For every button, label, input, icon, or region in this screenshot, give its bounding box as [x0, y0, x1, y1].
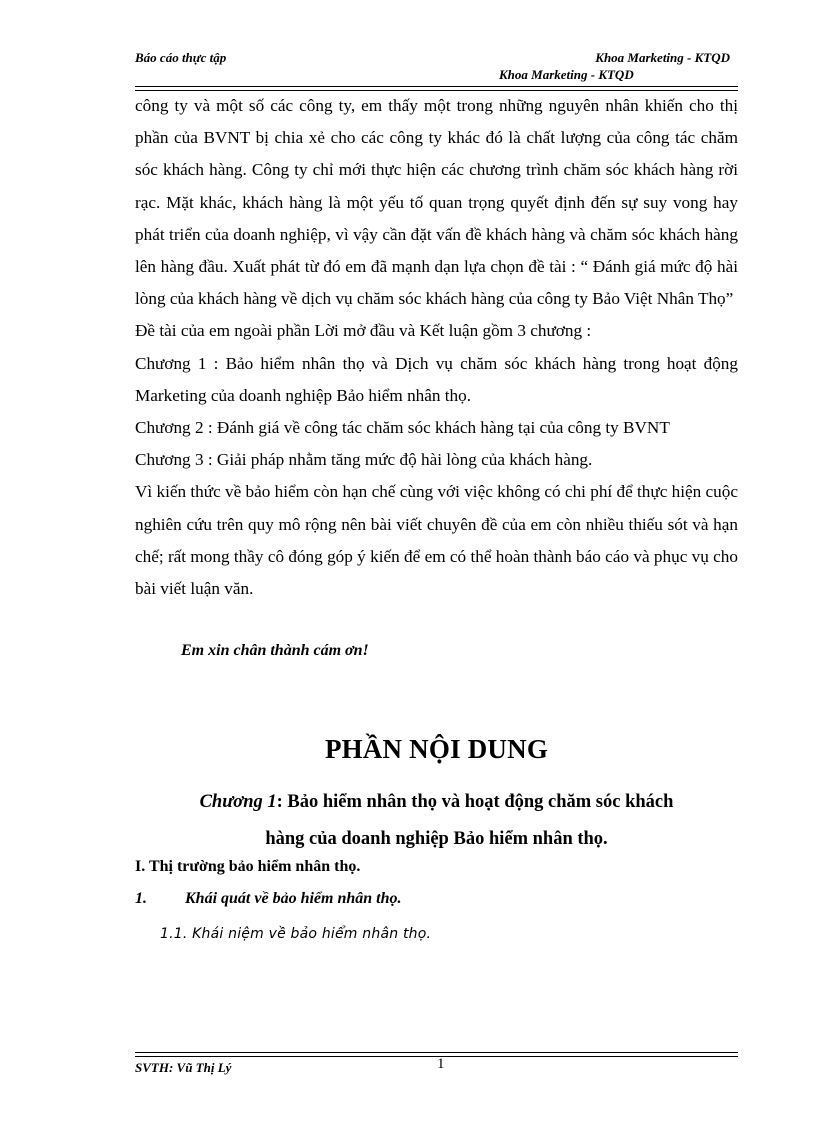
heading-2-text: Khái quát về bảo hiểm nhân thọ.: [185, 890, 402, 907]
section-title: PHẦN NỘI DUNG: [324, 734, 549, 764]
paragraph-chapter-3: Chương 3 : Giải pháp nhằm tăng mức độ hài lòng của khách hàng.: [135, 450, 593, 470]
paragraph-limitations: Vì kiến thức về bảo hiểm còn hạn chế cùng với việc không có chi phí để thực hiện cuộc nghiên cứu trên quy mô rộng nên bài viết chuyên đề của em còn nhiều thiếu sót và hạn chế; rất mong thầy cô đóng góp ý kiến để em có thể hoàn thành báo cáo và phục vụ cho bài viết luận văn.: [135, 482, 738, 599]
chapter-label: Chương 1: [199, 792, 277, 812]
heading-2-number: 1.: [135, 890, 147, 907]
page-header: [135, 50, 738, 90]
chapter-heading: [135, 784, 738, 858]
chapter-title-line1: : Bảo hiểm nhân thọ và hoạt động chăm sóc khách: [276, 792, 674, 812]
header-faculty-duplicate: Khoa Marketing - KTQD: [499, 67, 634, 82]
thanks-line: Em xin chân thành cám ơn!: [181, 642, 369, 659]
paragraph-structure: Đề tài của em ngoài phần Lời mở đầu và Kết luận gồm 3 chương :: [135, 321, 592, 341]
paragraph-intro: công ty và một số các công ty, em thấy một trong những nguyên nhân khiến cho thị phần của BVNT bị chia xẻ cho các công ty khác đó là chất lượng của công tác chăm sóc khách hàng. Công ty chỉ mới thực hiện các chương trình chăm sóc khách hàng rời rạc. Mặt khác, khách hàng là một yếu tố quan trọng quyết định đến sự suy vong hay phát triển của doanh nghiệp, vì vậy cần đặt vấn đề khách hàng và chăm sóc khách hàng lên hàng đầu. Xuất phát từ đó em đã mạnh dạn lựa chọn đề tài : “ Đánh giá mức độ hài lòng của khách hàng về dịch vụ chăm sóc khách hàng của công ty Bảo Việt Nhân Thọ”: [135, 96, 738, 309]
heading-level-1: I. Thị trường bảo hiểm nhân thọ.: [135, 858, 361, 875]
page-number: 1: [437, 1056, 445, 1072]
paragraph-chapter-1: Chương 1 : Bảo hiểm nhân thọ và Dịch vụ chăm sóc khách hàng trong hoạt động Marketing của doanh nghiệp Bảo hiểm nhân thọ.: [135, 353, 738, 405]
chapter-title-line2: hàng của doanh nghiệp Bảo hiểm nhân thọ.: [265, 829, 608, 849]
header-report-title: Báo cáo thực tập: [135, 50, 227, 65]
footer-author: SVTH: Vũ Thị Lý: [135, 1060, 232, 1075]
heading-level-3: 1.1. Khái niệm về bảo hiểm nhân thọ.: [160, 926, 432, 942]
heading-level-2: [135, 890, 402, 908]
body-text: [135, 90, 738, 605]
paragraph-chapter-2: Chương 2 : Đánh giá về công tác chăm sóc khách hàng tại của công ty BVNT: [135, 418, 670, 438]
header-faculty: Khoa Marketing - KTQD: [595, 50, 730, 65]
